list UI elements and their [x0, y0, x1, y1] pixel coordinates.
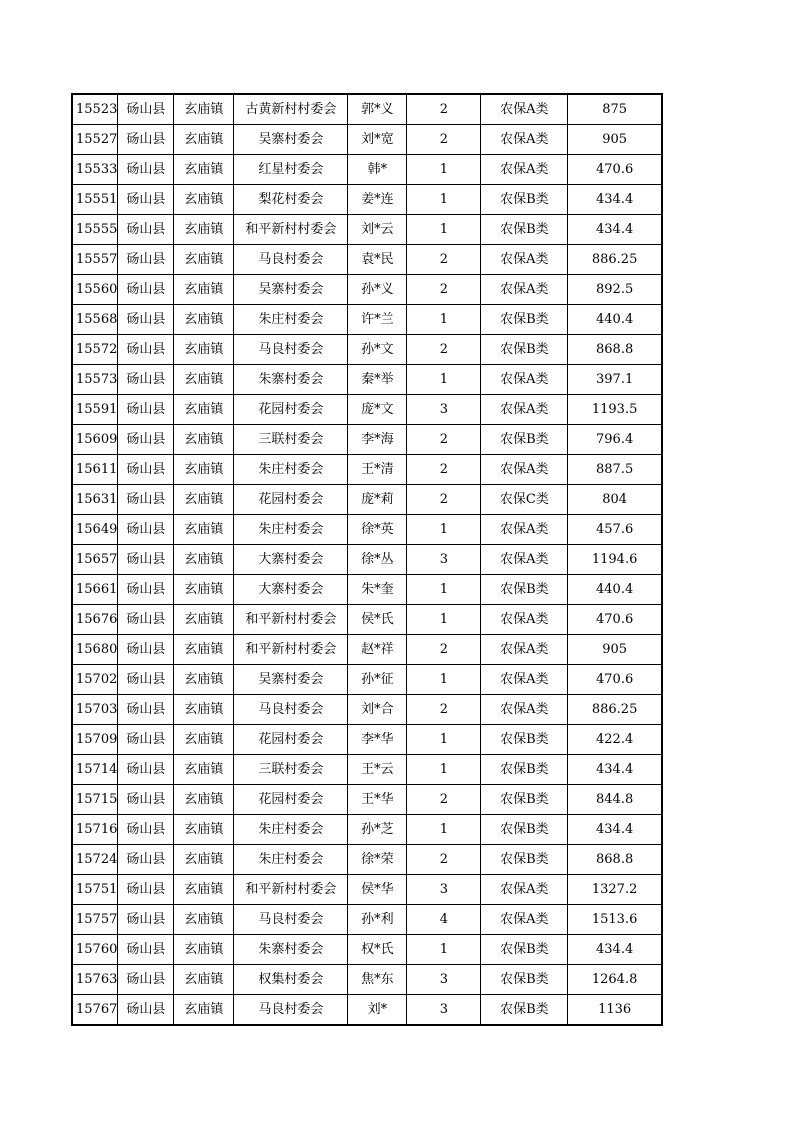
household-size-cell: 3	[407, 965, 481, 995]
record-id-cell: 15716	[72, 815, 118, 845]
county-cell: 砀山县	[118, 845, 174, 875]
household-size-cell: 1	[407, 155, 481, 185]
name-cell: 权*氏	[348, 935, 407, 965]
name-cell: 孙*义	[348, 275, 407, 305]
amount-cell: 905	[568, 125, 662, 155]
record-id-cell: 15523	[72, 94, 118, 125]
town-cell: 玄庙镇	[174, 785, 234, 815]
county-cell: 砀山县	[118, 755, 174, 785]
insurance-category-cell: 农保C类	[481, 485, 568, 515]
insurance-category-cell: 农保A类	[481, 695, 568, 725]
record-id-cell: 15709	[72, 725, 118, 755]
town-cell: 玄庙镇	[174, 965, 234, 995]
table-row	[72, 485, 662, 515]
record-id-cell: 15611	[72, 455, 118, 485]
record-id-cell: 15757	[72, 905, 118, 935]
insurance-category-cell: 农保B类	[481, 845, 568, 875]
county-cell: 砀山县	[118, 875, 174, 905]
town-cell: 玄庙镇	[174, 275, 234, 305]
county-cell: 砀山县	[118, 275, 174, 305]
village-committee-cell: 和平新村村委会	[234, 215, 348, 245]
county-cell: 砀山县	[118, 155, 174, 185]
amount-cell: 470.6	[568, 605, 662, 635]
insurance-category-cell: 农保B类	[481, 995, 568, 1026]
amount-cell: 1136	[568, 995, 662, 1026]
name-cell: 王*华	[348, 785, 407, 815]
insurance-category-cell: 农保A类	[481, 875, 568, 905]
county-cell: 砀山县	[118, 785, 174, 815]
table-row	[72, 575, 662, 605]
table-row	[72, 245, 662, 275]
household-size-cell: 2	[407, 455, 481, 485]
record-id-cell: 15680	[72, 635, 118, 665]
town-cell: 玄庙镇	[174, 365, 234, 395]
household-size-cell: 2	[407, 845, 481, 875]
table-row	[72, 785, 662, 815]
insurance-category-cell: 农保A类	[481, 545, 568, 575]
insurance-category-cell: 农保B类	[481, 965, 568, 995]
name-cell: 袁*民	[348, 245, 407, 275]
table-row	[72, 815, 662, 845]
record-id-cell: 15649	[72, 515, 118, 545]
amount-cell: 434.4	[568, 935, 662, 965]
insurance-category-cell: 农保B类	[481, 815, 568, 845]
table-row	[72, 695, 662, 725]
amount-cell: 887.5	[568, 455, 662, 485]
amount-cell: 397.1	[568, 365, 662, 395]
name-cell: 刘*	[348, 995, 407, 1026]
town-cell: 玄庙镇	[174, 635, 234, 665]
table-row	[72, 365, 662, 395]
record-id-cell: 15527	[72, 125, 118, 155]
table-row	[72, 515, 662, 545]
amount-cell: 1327.2	[568, 875, 662, 905]
record-id-cell: 15557	[72, 245, 118, 275]
village-committee-cell: 马良村委会	[234, 695, 348, 725]
household-size-cell: 2	[407, 425, 481, 455]
name-cell: 庞*文	[348, 395, 407, 425]
county-cell: 砀山县	[118, 665, 174, 695]
household-size-cell: 1	[407, 935, 481, 965]
insurance-category-cell: 农保A类	[481, 905, 568, 935]
amount-cell: 434.4	[568, 755, 662, 785]
amount-cell: 440.4	[568, 305, 662, 335]
household-size-cell: 2	[407, 275, 481, 305]
town-cell: 玄庙镇	[174, 425, 234, 455]
record-id-cell: 15591	[72, 395, 118, 425]
village-committee-cell: 权集村委会	[234, 965, 348, 995]
amount-cell: 886.25	[568, 695, 662, 725]
table-row	[72, 665, 662, 695]
name-cell: 赵*祥	[348, 635, 407, 665]
record-id-cell: 15661	[72, 575, 118, 605]
insurance-category-cell: 农保B类	[481, 215, 568, 245]
name-cell: 孙*征	[348, 665, 407, 695]
name-cell: 孙*文	[348, 335, 407, 365]
insurance-category-cell: 农保B类	[481, 755, 568, 785]
county-cell: 砀山县	[118, 545, 174, 575]
amount-cell: 470.6	[568, 665, 662, 695]
table-row	[72, 935, 662, 965]
name-cell: 庞*莉	[348, 485, 407, 515]
amount-cell: 892.5	[568, 275, 662, 305]
table-row	[72, 305, 662, 335]
name-cell: 刘*宽	[348, 125, 407, 155]
village-committee-cell: 古黄新村村委会	[234, 94, 348, 125]
record-id-cell: 15631	[72, 485, 118, 515]
village-committee-cell: 朱寨村委会	[234, 365, 348, 395]
town-cell: 玄庙镇	[174, 545, 234, 575]
town-cell: 玄庙镇	[174, 755, 234, 785]
record-id-cell: 15573	[72, 365, 118, 395]
village-committee-cell: 花园村委会	[234, 485, 348, 515]
household-size-cell: 2	[407, 635, 481, 665]
name-cell: 侯*华	[348, 875, 407, 905]
amount-cell: 796.4	[568, 425, 662, 455]
table-row	[72, 995, 662, 1026]
insurance-category-cell: 农保A类	[481, 155, 568, 185]
record-id-cell: 15751	[72, 875, 118, 905]
town-cell: 玄庙镇	[174, 215, 234, 245]
name-cell: 李*华	[348, 725, 407, 755]
table-row	[72, 605, 662, 635]
insurance-category-cell: 农保A类	[481, 94, 568, 125]
village-committee-cell: 花园村委会	[234, 395, 348, 425]
table-row	[72, 185, 662, 215]
village-committee-cell: 马良村委会	[234, 335, 348, 365]
name-cell: 李*海	[348, 425, 407, 455]
name-cell: 刘*云	[348, 215, 407, 245]
village-committee-cell: 和平新村村委会	[234, 635, 348, 665]
household-size-cell: 1	[407, 305, 481, 335]
insurance-category-cell: 农保A类	[481, 245, 568, 275]
county-cell: 砀山县	[118, 815, 174, 845]
name-cell: 王*清	[348, 455, 407, 485]
town-cell: 玄庙镇	[174, 575, 234, 605]
amount-cell: 470.6	[568, 155, 662, 185]
table-row	[72, 725, 662, 755]
amount-cell: 422.4	[568, 725, 662, 755]
amount-cell: 440.4	[568, 575, 662, 605]
household-size-cell: 1	[407, 215, 481, 245]
table-row	[72, 635, 662, 665]
name-cell: 焦*东	[348, 965, 407, 995]
household-size-cell: 1	[407, 605, 481, 635]
household-size-cell: 2	[407, 485, 481, 515]
county-cell: 砀山县	[118, 605, 174, 635]
name-cell: 朱*奎	[348, 575, 407, 605]
amount-cell: 1513.6	[568, 905, 662, 935]
table-row	[72, 155, 662, 185]
name-cell: 孙*利	[348, 905, 407, 935]
village-committee-cell: 三联村委会	[234, 755, 348, 785]
household-size-cell: 1	[407, 725, 481, 755]
town-cell: 玄庙镇	[174, 845, 234, 875]
village-committee-cell: 红星村委会	[234, 155, 348, 185]
name-cell: 徐*荣	[348, 845, 407, 875]
record-id-cell: 15555	[72, 215, 118, 245]
insurance-category-cell: 农保A类	[481, 125, 568, 155]
table-row	[72, 755, 662, 785]
table-row	[72, 845, 662, 875]
household-size-cell: 1	[407, 365, 481, 395]
county-cell: 砀山县	[118, 635, 174, 665]
village-committee-cell: 大寨村委会	[234, 575, 348, 605]
town-cell: 玄庙镇	[174, 935, 234, 965]
record-id-cell: 15657	[72, 545, 118, 575]
town-cell: 玄庙镇	[174, 455, 234, 485]
amount-cell: 434.4	[568, 185, 662, 215]
insurance-category-cell: 农保B类	[481, 335, 568, 365]
name-cell: 秦*举	[348, 365, 407, 395]
village-committee-cell: 朱寨村委会	[234, 935, 348, 965]
table-row	[72, 94, 662, 125]
insurance-category-cell: 农保B类	[481, 425, 568, 455]
county-cell: 砀山县	[118, 395, 174, 425]
amount-cell: 1194.6	[568, 545, 662, 575]
records-table	[71, 93, 663, 1026]
record-id-cell: 15676	[72, 605, 118, 635]
record-id-cell: 15568	[72, 305, 118, 335]
household-size-cell: 2	[407, 785, 481, 815]
name-cell: 刘*合	[348, 695, 407, 725]
town-cell: 玄庙镇	[174, 875, 234, 905]
insurance-category-cell: 农保A类	[481, 455, 568, 485]
name-cell: 徐*英	[348, 515, 407, 545]
county-cell: 砀山县	[118, 455, 174, 485]
amount-cell: 1193.5	[568, 395, 662, 425]
amount-cell: 1264.8	[568, 965, 662, 995]
insurance-category-cell: 农保B类	[481, 935, 568, 965]
table-row	[72, 875, 662, 905]
table-row	[72, 425, 662, 455]
household-size-cell: 1	[407, 755, 481, 785]
record-id-cell: 15560	[72, 275, 118, 305]
household-size-cell: 2	[407, 695, 481, 725]
amount-cell: 868.8	[568, 845, 662, 875]
county-cell: 砀山县	[118, 515, 174, 545]
table-row	[72, 395, 662, 425]
village-committee-cell: 三联村委会	[234, 425, 348, 455]
household-size-cell: 1	[407, 185, 481, 215]
town-cell: 玄庙镇	[174, 665, 234, 695]
town-cell: 玄庙镇	[174, 905, 234, 935]
household-size-cell: 3	[407, 995, 481, 1026]
household-size-cell: 3	[407, 395, 481, 425]
record-id-cell: 15724	[72, 845, 118, 875]
county-cell: 砀山县	[118, 365, 174, 395]
record-id-cell: 15714	[72, 755, 118, 785]
insurance-category-cell: 农保A类	[481, 275, 568, 305]
name-cell: 郭*义	[348, 94, 407, 125]
amount-cell: 886.25	[568, 245, 662, 275]
table-row	[72, 275, 662, 305]
county-cell: 砀山县	[118, 905, 174, 935]
household-size-cell: 2	[407, 245, 481, 275]
record-id-cell: 15767	[72, 995, 118, 1026]
county-cell: 砀山县	[118, 935, 174, 965]
household-size-cell: 1	[407, 815, 481, 845]
amount-cell: 434.4	[568, 815, 662, 845]
county-cell: 砀山县	[118, 575, 174, 605]
insurance-category-cell: 农保A类	[481, 635, 568, 665]
insurance-category-cell: 农保B类	[481, 305, 568, 335]
table-row	[72, 335, 662, 365]
town-cell: 玄庙镇	[174, 94, 234, 125]
town-cell: 玄庙镇	[174, 395, 234, 425]
county-cell: 砀山县	[118, 485, 174, 515]
county-cell: 砀山县	[118, 335, 174, 365]
town-cell: 玄庙镇	[174, 245, 234, 275]
town-cell: 玄庙镇	[174, 185, 234, 215]
record-id-cell: 15609	[72, 425, 118, 455]
village-committee-cell: 吴寨村委会	[234, 665, 348, 695]
table-row	[72, 545, 662, 575]
village-committee-cell: 朱庄村委会	[234, 815, 348, 845]
county-cell: 砀山县	[118, 245, 174, 275]
name-cell: 孙*芝	[348, 815, 407, 845]
village-committee-cell: 花园村委会	[234, 785, 348, 815]
village-committee-cell: 和平新村村委会	[234, 605, 348, 635]
village-committee-cell: 朱庄村委会	[234, 845, 348, 875]
record-id-cell: 15763	[72, 965, 118, 995]
town-cell: 玄庙镇	[174, 725, 234, 755]
insurance-category-cell: 农保A类	[481, 395, 568, 425]
household-size-cell: 1	[407, 575, 481, 605]
insurance-category-cell: 农保B类	[481, 725, 568, 755]
household-size-cell: 4	[407, 905, 481, 935]
table-row	[72, 125, 662, 155]
name-cell: 徐*丛	[348, 545, 407, 575]
name-cell: 姜*连	[348, 185, 407, 215]
village-committee-cell: 马良村委会	[234, 245, 348, 275]
name-cell: 王*云	[348, 755, 407, 785]
record-id-cell: 15702	[72, 665, 118, 695]
town-cell: 玄庙镇	[174, 605, 234, 635]
household-size-cell: 3	[407, 545, 481, 575]
table-row	[72, 905, 662, 935]
county-cell: 砀山县	[118, 94, 174, 125]
town-cell: 玄庙镇	[174, 155, 234, 185]
insurance-category-cell: 农保B类	[481, 575, 568, 605]
table-row	[72, 965, 662, 995]
table-body	[72, 94, 662, 1025]
village-committee-cell: 大寨村委会	[234, 545, 348, 575]
record-id-cell: 15533	[72, 155, 118, 185]
county-cell: 砀山县	[118, 215, 174, 245]
amount-cell: 434.4	[568, 215, 662, 245]
household-size-cell: 2	[407, 125, 481, 155]
household-size-cell: 2	[407, 335, 481, 365]
county-cell: 砀山县	[118, 305, 174, 335]
village-committee-cell: 吴寨村委会	[234, 125, 348, 155]
town-cell: 玄庙镇	[174, 305, 234, 335]
town-cell: 玄庙镇	[174, 335, 234, 365]
insurance-category-cell: 农保A类	[481, 665, 568, 695]
village-committee-cell: 马良村委会	[234, 995, 348, 1026]
county-cell: 砀山县	[118, 695, 174, 725]
household-size-cell: 3	[407, 875, 481, 905]
table-row	[72, 455, 662, 485]
amount-cell: 905	[568, 635, 662, 665]
household-size-cell: 1	[407, 515, 481, 545]
village-committee-cell: 朱庄村委会	[234, 515, 348, 545]
county-cell: 砀山县	[118, 995, 174, 1026]
amount-cell: 844.8	[568, 785, 662, 815]
amount-cell: 804	[568, 485, 662, 515]
name-cell: 侯*氏	[348, 605, 407, 635]
insurance-category-cell: 农保B类	[481, 785, 568, 815]
village-committee-cell: 吴寨村委会	[234, 275, 348, 305]
county-cell: 砀山县	[118, 965, 174, 995]
village-committee-cell: 和平新村村委会	[234, 875, 348, 905]
insurance-category-cell: 农保A类	[481, 515, 568, 545]
town-cell: 玄庙镇	[174, 695, 234, 725]
amount-cell: 868.8	[568, 335, 662, 365]
town-cell: 玄庙镇	[174, 125, 234, 155]
record-id-cell: 15572	[72, 335, 118, 365]
village-committee-cell: 朱庄村委会	[234, 455, 348, 485]
village-committee-cell: 马良村委会	[234, 905, 348, 935]
town-cell: 玄庙镇	[174, 515, 234, 545]
town-cell: 玄庙镇	[174, 995, 234, 1026]
insurance-category-cell: 农保A类	[481, 605, 568, 635]
insurance-category-cell: 农保B类	[481, 185, 568, 215]
village-committee-cell: 朱庄村委会	[234, 305, 348, 335]
amount-cell: 457.6	[568, 515, 662, 545]
village-committee-cell: 花园村委会	[234, 725, 348, 755]
county-cell: 砀山县	[118, 185, 174, 215]
amount-cell: 875	[568, 94, 662, 125]
record-id-cell: 15551	[72, 185, 118, 215]
record-id-cell: 15703	[72, 695, 118, 725]
household-size-cell: 1	[407, 665, 481, 695]
county-cell: 砀山县	[118, 125, 174, 155]
county-cell: 砀山县	[118, 725, 174, 755]
town-cell: 玄庙镇	[174, 815, 234, 845]
household-size-cell: 2	[407, 94, 481, 125]
record-id-cell: 15760	[72, 935, 118, 965]
name-cell: 许*兰	[348, 305, 407, 335]
county-cell: 砀山县	[118, 425, 174, 455]
town-cell: 玄庙镇	[174, 485, 234, 515]
insurance-category-cell: 农保A类	[481, 365, 568, 395]
table-row	[72, 215, 662, 245]
village-committee-cell: 梨花村委会	[234, 185, 348, 215]
name-cell: 韩*	[348, 155, 407, 185]
record-id-cell: 15715	[72, 785, 118, 815]
